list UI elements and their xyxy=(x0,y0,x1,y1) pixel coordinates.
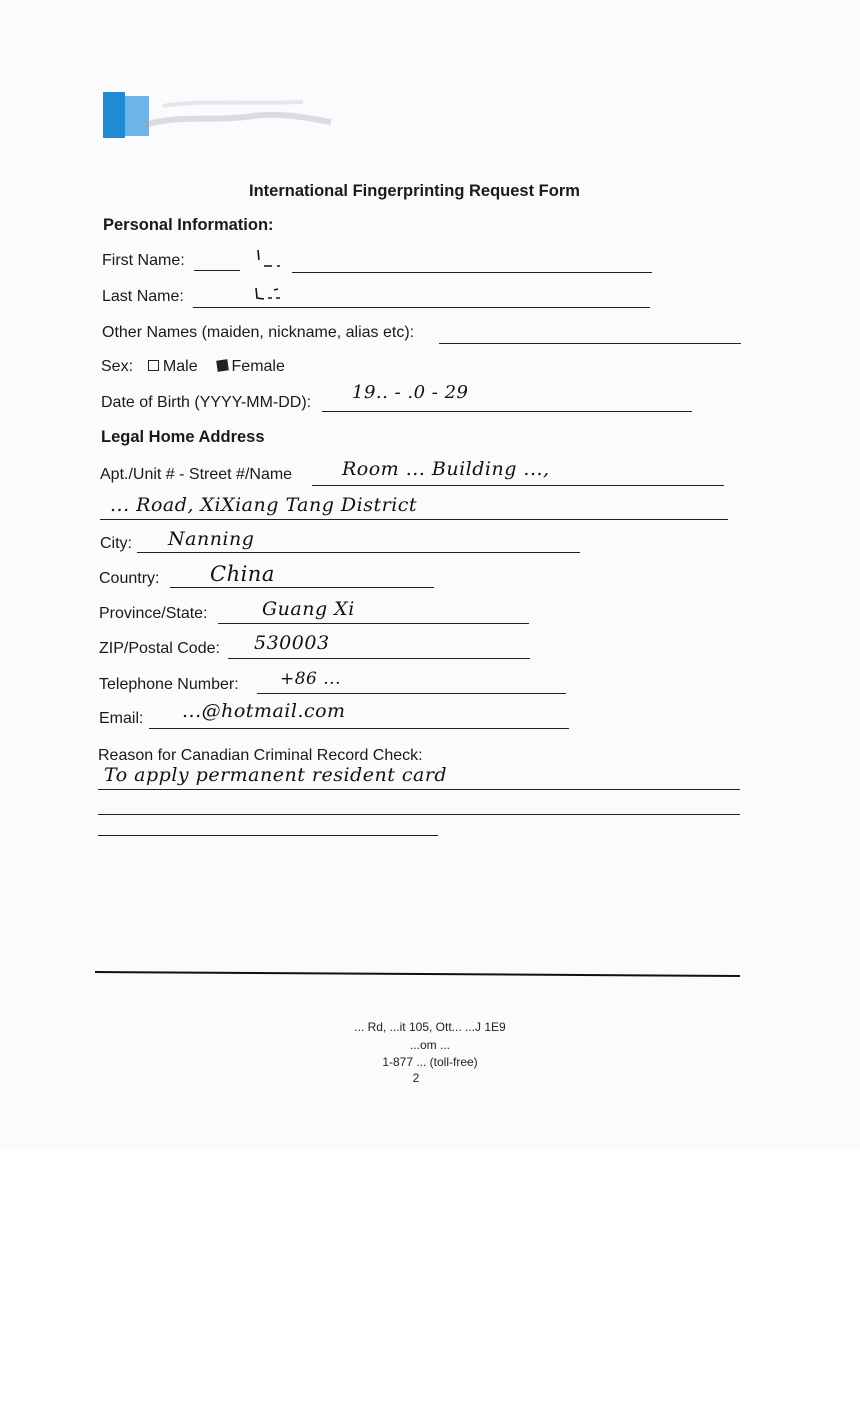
last-name-label: Last Name: xyxy=(102,288,184,305)
first-name-handwriting xyxy=(250,248,290,272)
zip-line xyxy=(228,658,530,659)
dob-line xyxy=(322,411,692,412)
reason-line-1 xyxy=(98,789,740,790)
page-number: 2 xyxy=(412,1071,420,1085)
phone-label: Telephone Number: xyxy=(99,676,239,693)
province-line xyxy=(218,623,529,624)
dob-label: Date of Birth (YYYY-MM-DD): xyxy=(101,394,312,411)
phone-handwriting: +86 ... xyxy=(280,669,341,689)
reason-handwriting: To apply permanent resident card xyxy=(104,764,448,786)
street-line-2 xyxy=(100,519,728,520)
first-name-line-a xyxy=(194,270,240,271)
other-names-label: Other Names (maiden, nickname, alias etc): xyxy=(102,324,415,341)
city-label: City: xyxy=(100,535,132,552)
email-label: Email: xyxy=(99,710,144,727)
company-logo xyxy=(103,92,335,138)
city-handwriting: Nanning xyxy=(168,528,255,550)
sex-label: Sex: xyxy=(101,358,134,375)
city-line xyxy=(137,552,580,553)
first-name-line-b xyxy=(292,272,652,273)
other-names-line xyxy=(439,343,741,344)
email-handwriting: ...@hotmail.com xyxy=(182,700,346,722)
street-handwriting-1: Room ... Building ..., xyxy=(342,458,550,480)
province-label: Province/State: xyxy=(99,605,208,622)
street-label: Apt./Unit # - Street #/Name xyxy=(100,466,293,483)
sex-male-checkbox[interactable] xyxy=(148,360,159,371)
sex-female-label: Female xyxy=(231,358,285,375)
phone-line xyxy=(257,693,566,694)
dob-handwriting: 19.. - .0 - 29 xyxy=(352,382,469,403)
reason-label: Reason for Canadian Criminal Record Check: xyxy=(98,747,423,764)
country-line xyxy=(170,587,434,588)
country-handwriting: China xyxy=(210,562,275,586)
footer-web: ...om ... xyxy=(409,1038,450,1052)
footer-address: ... Rd, ...it 105, Ott... ...J 1E9 xyxy=(354,1020,506,1034)
zip-handwriting: 530003 xyxy=(254,632,330,654)
section-address-heading: Legal Home Address xyxy=(101,428,265,446)
section-personal-heading: Personal Information: xyxy=(103,216,274,234)
reason-line-3 xyxy=(98,835,438,836)
first-name-label: First Name: xyxy=(102,252,185,269)
last-name-handwriting xyxy=(250,284,290,308)
street-line-1 xyxy=(312,485,724,486)
footer-phone: 1-877 ... (toll-free) xyxy=(382,1055,478,1069)
street-handwriting-2: ... Road, XiXiang Tang District xyxy=(110,494,418,516)
zip-label: ZIP/Postal Code: xyxy=(99,640,220,657)
sex-male-label: Male xyxy=(162,358,198,375)
sex-row xyxy=(101,358,285,376)
reason-line-2 xyxy=(98,814,740,815)
country-label: Country: xyxy=(99,570,160,587)
form-title: International Fingerprinting Request Form xyxy=(249,182,580,200)
province-handwriting: Guang Xi xyxy=(262,598,355,620)
email-line xyxy=(149,728,569,729)
sex-female-checkbox[interactable] xyxy=(216,359,228,371)
